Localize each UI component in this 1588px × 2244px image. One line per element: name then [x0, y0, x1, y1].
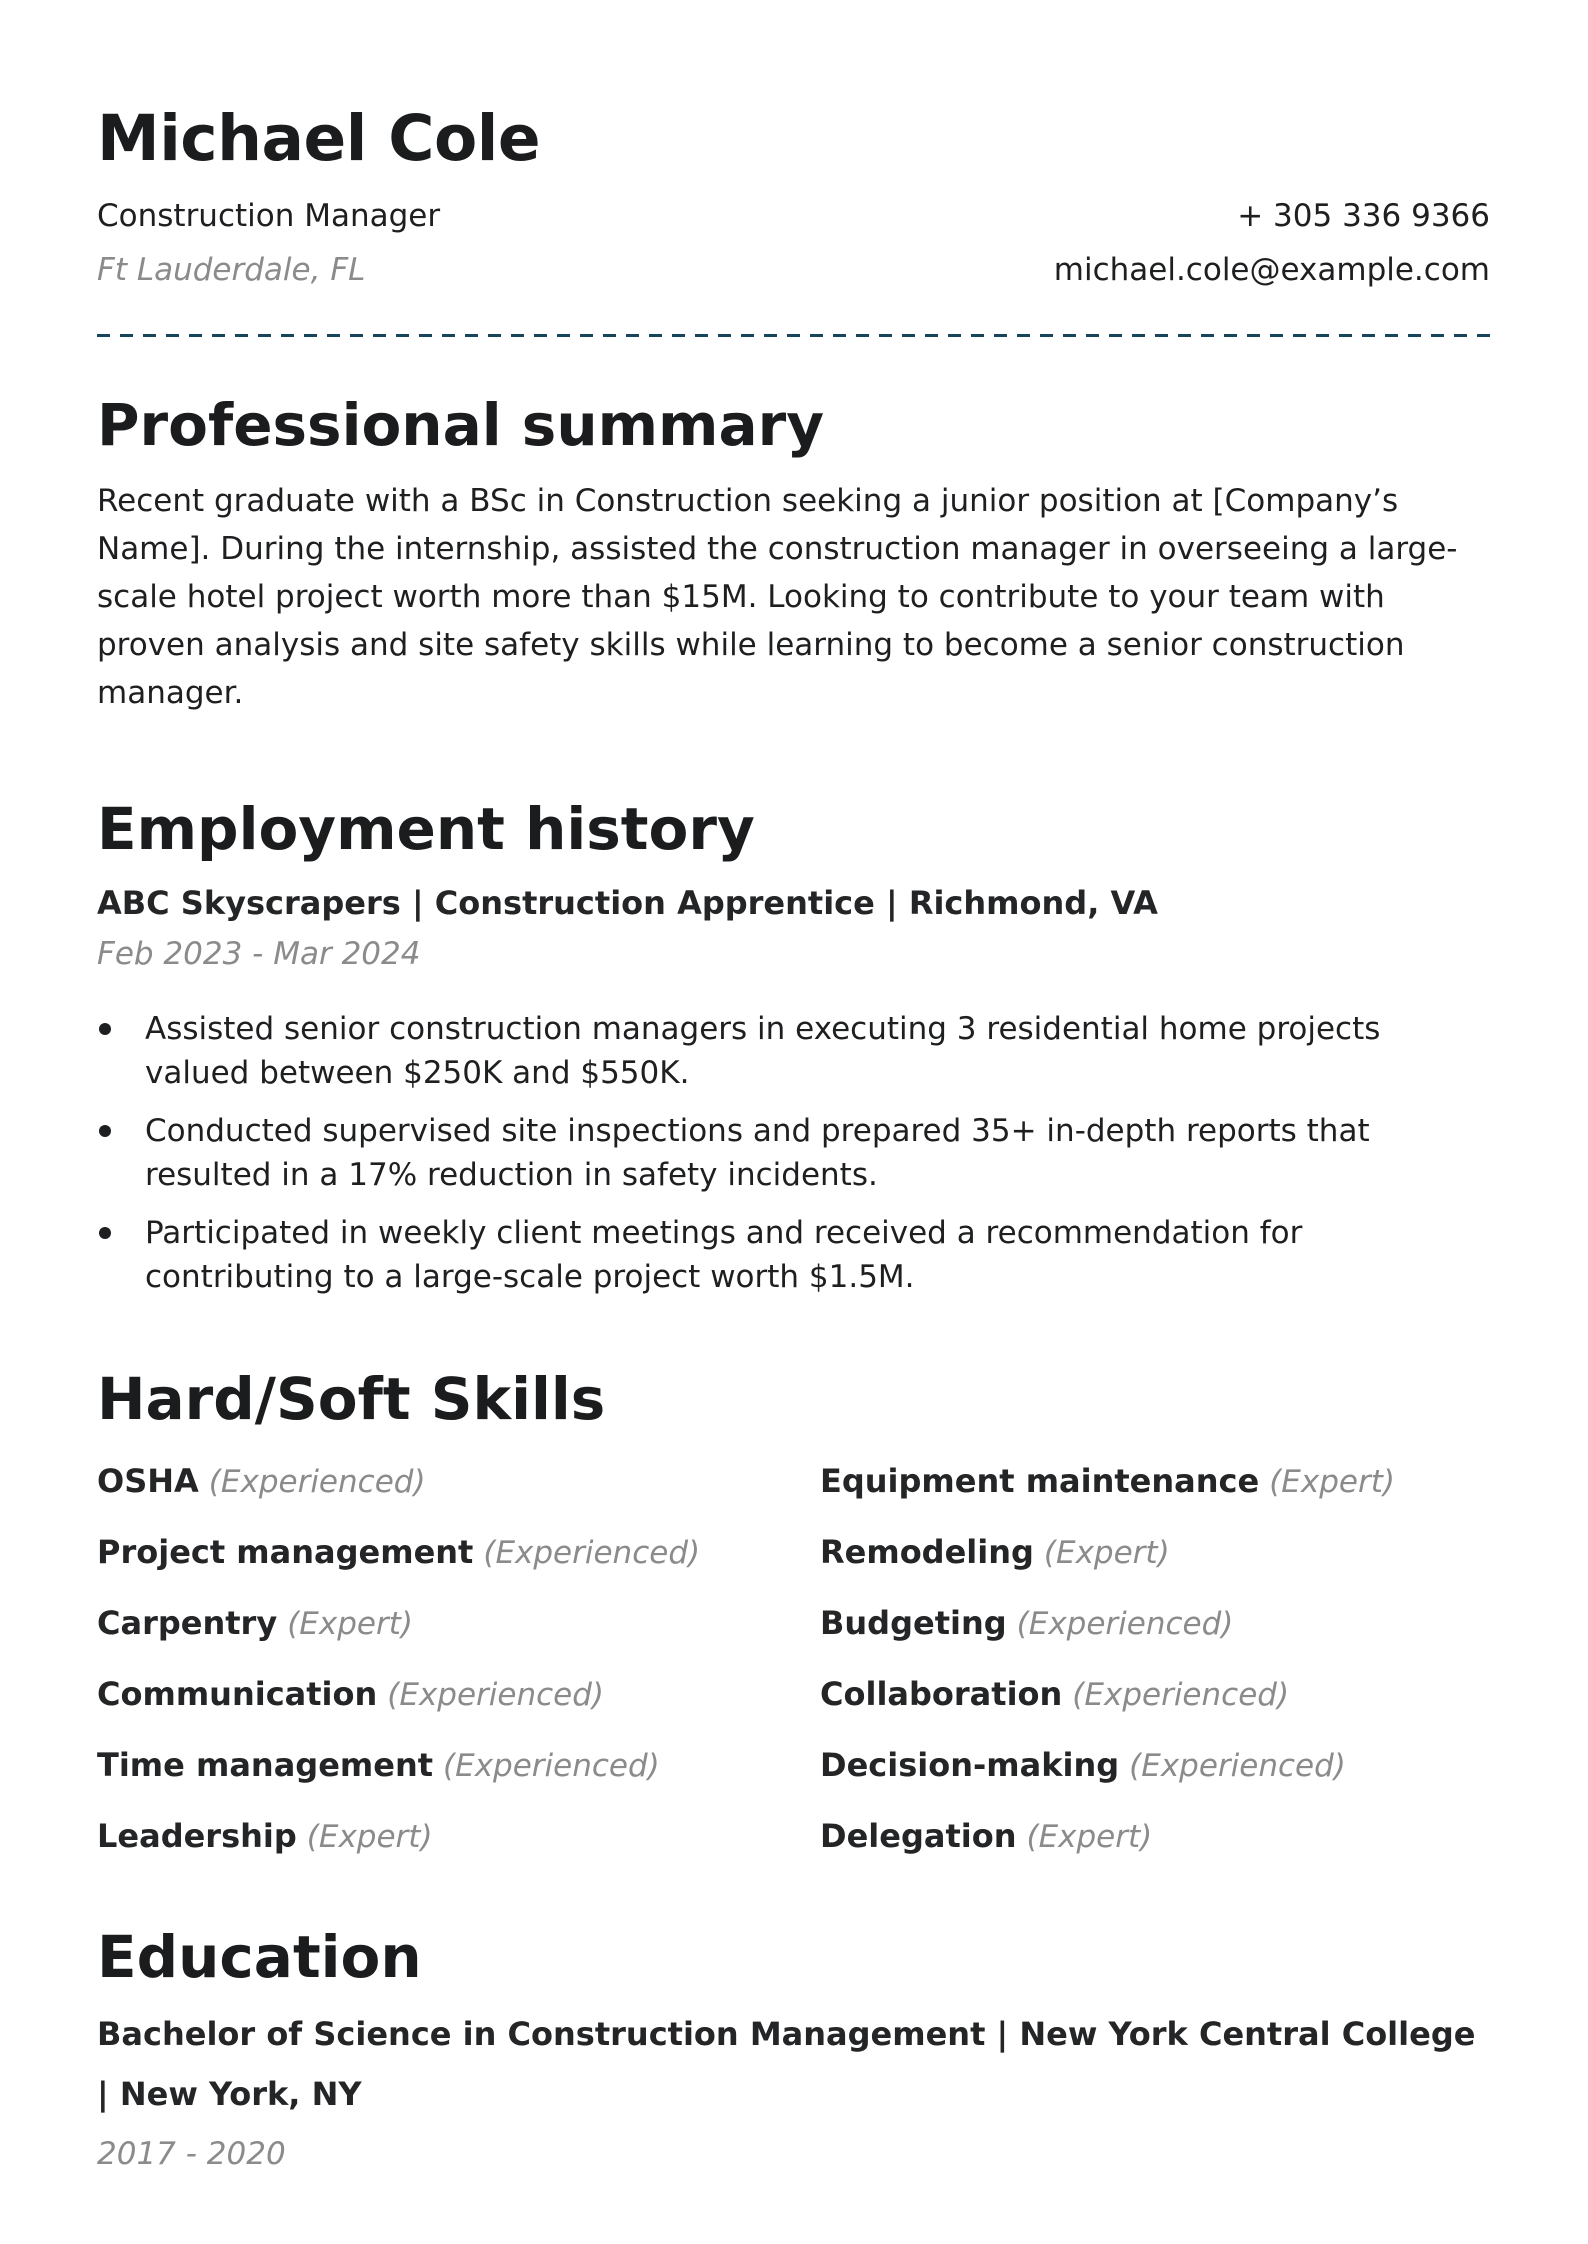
skills-column-right — [820, 1458, 1490, 1860]
summary-section — [97, 392, 1490, 717]
resume-header — [97, 104, 1490, 337]
skill-item — [820, 1813, 1490, 1860]
employment-section — [97, 796, 1490, 1299]
skill-name: Equipment maintenance — [820, 1461, 1260, 1500]
skill-level: (Experienced) — [387, 1676, 605, 1713]
job-title: Construction Manager — [97, 198, 441, 235]
skill-item — [97, 1742, 820, 1789]
skill-name: Time management — [97, 1745, 434, 1784]
skill-level: (Expert) — [306, 1818, 433, 1855]
skills-column-left — [97, 1458, 820, 1860]
skill-name: Delegation — [820, 1816, 1017, 1855]
skill-name: Communication — [97, 1674, 378, 1713]
skill-name: Decision-making — [820, 1745, 1120, 1784]
skill-level: (Experienced) — [1016, 1605, 1234, 1642]
job-bullet-list — [97, 1007, 1490, 1299]
skill-name: Carpentry — [97, 1603, 278, 1642]
skill-item — [97, 1813, 820, 1860]
job-bullet: Assisted senior construction managers in executing 3 residential home projects valued between $250K and $550K. — [97, 1007, 1490, 1095]
job-dates: Feb 2023 - Mar 2024 — [97, 936, 421, 973]
skill-level: (Expert) — [1043, 1534, 1170, 1571]
education-dates: 2017 - 2020 — [97, 2135, 286, 2172]
phone-number: + 305 336 9366 — [1237, 198, 1490, 235]
skill-level: (Expert) — [287, 1605, 413, 1642]
summary-text: Recent graduate with a BSc in Construction seeking a junior position at [Company’s Name]. During the internship, assisted the construction manager in overseeing a large-scale hotel project worth more than $15M. Looking to contribute to your team with proven analysis and site safety skills while learning to become a senior construction manager. — [97, 482, 1458, 711]
contact-left — [97, 195, 440, 292]
job-bullet: Participated in weekly client meetings and received a recommendation for contributing to a large-scale project worth $1.5M. — [97, 1211, 1490, 1299]
job-entry — [97, 881, 1490, 1299]
contact-grid — [97, 195, 1490, 292]
skill-item — [820, 1529, 1490, 1576]
skill-item — [820, 1600, 1490, 1647]
skills-heading: Hard/Soft Skills — [97, 1365, 606, 1434]
job-bullet: Conducted supervised site inspections and prepared 35+ in-depth reports that resulted in a 17% reduction in safety incidents. — [97, 1109, 1490, 1197]
degree-line: Bachelor of Science in Construction Management | New York Central College | New York, NY — [97, 2014, 1476, 2113]
skill-name: Leadership — [97, 1816, 297, 1855]
education-heading: Education — [97, 1922, 422, 1991]
skill-name: Collaboration — [820, 1674, 1063, 1713]
candidate-name: Michael Cole — [97, 102, 541, 175]
skill-level: (Expert) — [1026, 1818, 1153, 1855]
employment-heading: Employment history — [97, 794, 755, 863]
location: Ft Lauderdale, FL — [97, 251, 366, 288]
skill-name: Project management — [97, 1532, 474, 1571]
skill-level: (Expert) — [1269, 1463, 1395, 1500]
skill-item — [820, 1458, 1490, 1505]
skill-item — [97, 1671, 820, 1718]
skill-name: Budgeting — [820, 1603, 1007, 1642]
skill-level: (Experienced) — [1072, 1676, 1290, 1713]
skills-grid — [97, 1458, 1490, 1860]
skill-name: OSHA — [97, 1461, 199, 1500]
skill-item — [97, 1458, 820, 1505]
skills-section — [97, 1366, 1490, 1860]
job-title-line: ABC Skyscrapers | Construction Apprentice | Richmond, VA — [97, 884, 1158, 923]
education-section — [97, 1924, 1490, 2176]
skill-level: (Experienced) — [1129, 1747, 1346, 1784]
skill-level: (Experienced) — [443, 1747, 660, 1784]
summary-heading: Professional summary — [97, 391, 825, 460]
skill-name: Remodeling — [820, 1532, 1034, 1571]
skill-item — [820, 1742, 1490, 1789]
skill-item — [97, 1600, 820, 1647]
email-address: michael.cole@example.com — [1053, 251, 1490, 288]
dashed-divider — [97, 334, 1490, 337]
skill-item — [820, 1671, 1490, 1718]
skill-item — [97, 1529, 820, 1576]
contact-right — [1054, 195, 1490, 292]
skill-level: (Experienced) — [483, 1534, 701, 1571]
skill-level: (Experienced) — [208, 1463, 426, 1500]
